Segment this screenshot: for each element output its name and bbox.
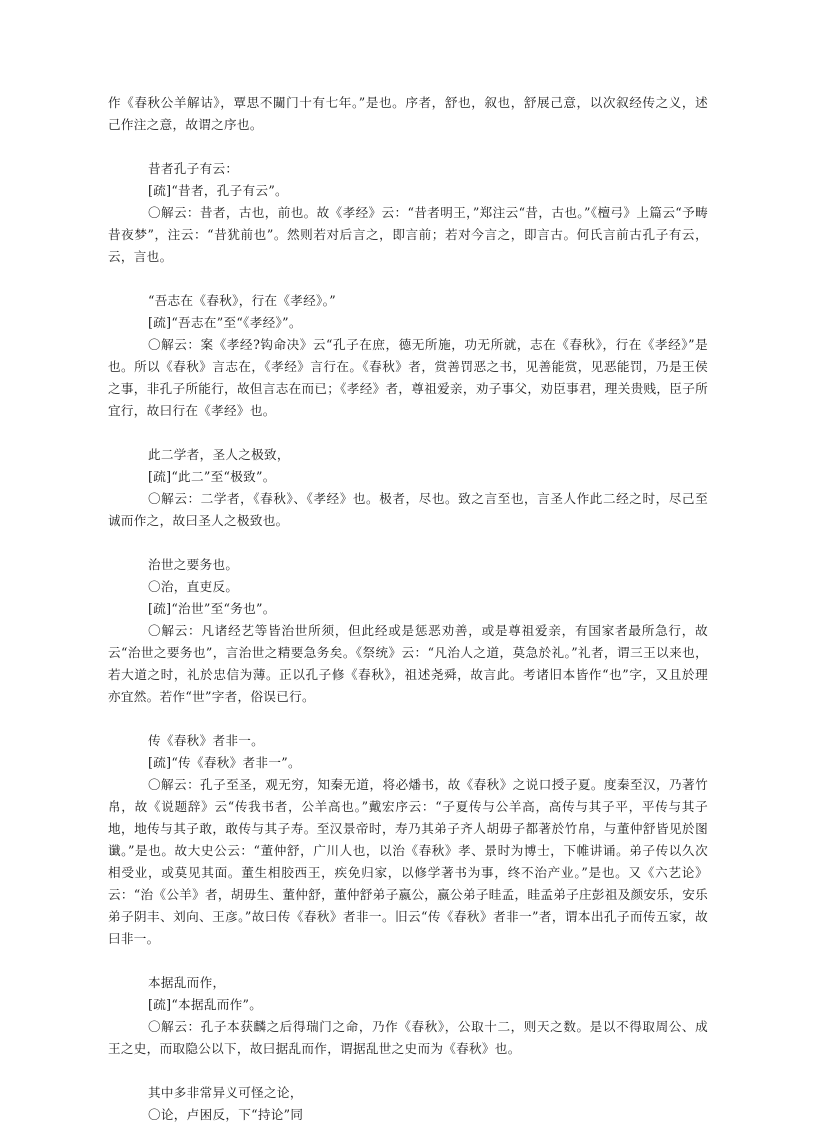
intro-paragraph: 作《春秋公羊解诂》，覃思不闚门十有七年。”是也。序者，舒也，叙也，舒展己意，以次叙经传之义，述己作注之意，故谓之序也。 bbox=[108, 95, 708, 132]
commentary-text: 〇解云：案《孝经?钩命决》云“孔子在庶，德无所施，功无所就，志在《春秋》，行在《孝经》”是也。所以《春秋》言志在，《孝经》言行在。《春秋》者，赏善罚恶之书，见善能赏，见恶能罚，乃是王侯之事，非孔子所能行，故但言志在而已；《孝经》者，尊祖爱亲，劝子事父，劝臣事君，理关贵贱，臣子所宜行，故曰行在《孝经》也。 bbox=[108, 337, 708, 418]
section-zhishi bbox=[108, 554, 708, 708]
classic-text: 治世之要务也。 bbox=[148, 557, 239, 572]
section-ci-er bbox=[108, 444, 708, 532]
section-qizhong bbox=[108, 1082, 708, 1126]
commentary-text: 〇解云：凡诸经艺等皆治世所须，但此经或是惩恶劝善，或是尊祖爱亲，有国家者最所急行，故云“治世之要务也”，言治世之精要急务矣。《祭统》云：“凡治人之道，莫急於礼。”礼者，谓三王以来也，若大道之时，礼於忠信为薄。正以孔子修《春秋》，祖述尧舜，故言此。考诸旧本皆作“也”字，又且於理亦宜然。若作“世”字者，俗误已行。 bbox=[108, 623, 708, 704]
section-xizhe bbox=[108, 158, 708, 268]
classic-text: 本据乱而作， bbox=[148, 975, 226, 990]
section-chuan bbox=[108, 730, 708, 950]
commentary-text: 〇解云：昔者，古也，前也。故《孝经》云：“昔者明王，”郑注云“昔，古也。”《檀弓》上篇云“予畴昔夜梦”，注云：“昔犹前也”。然则若对后言之，即言前；若对今言之，即言古。何氏言前古孔子有云，云，言也。 bbox=[108, 205, 708, 264]
classic-text: 其中多非常异义可怪之论， bbox=[148, 1085, 303, 1100]
classic-text: 传《春秋》者非一。 bbox=[148, 733, 265, 748]
section-wuzhi bbox=[108, 290, 708, 422]
classic-text: 此二学者，圣人之极致， bbox=[148, 447, 290, 462]
commentary-heading: [疏]“治世”至“务也”。 bbox=[148, 601, 276, 616]
commentary-heading: [疏]“本据乱而作”。 bbox=[148, 997, 263, 1012]
pronunciation-note: 〇论，卢困反，下“持论”同 bbox=[148, 1107, 304, 1122]
commentary-heading: [疏]“昔者，孔子有云”。 bbox=[148, 183, 288, 198]
commentary-heading: [疏]“此二”至“极致”。 bbox=[148, 469, 276, 484]
classic-text: 昔者孔子有云： bbox=[148, 161, 239, 176]
commentary-text: 〇解云：二学者，《春秋》、《孝经》也。极者，尽也。致之言至也，言圣人作此二经之时，尽己至诚而作之，故曰圣人之极致也。 bbox=[108, 491, 708, 528]
commentary-heading: [疏]“传《春秋》者非一”。 bbox=[148, 755, 301, 770]
commentary-heading: [疏]“吾志在”至“《孝经》”。 bbox=[148, 315, 302, 330]
section-benju bbox=[108, 972, 708, 1060]
pronunciation-note: 〇治，直吏反。 bbox=[148, 579, 239, 594]
document-body bbox=[108, 92, 708, 1126]
commentary-text: 〇解云：孔子至圣，观无穷，知秦无道，将必燔书，故《春秋》之说口授子夏。度秦至汉，乃著竹帛，故《说题辞》云“传我书者，公羊高也。”戴宏序云：“子夏传与公羊高，高传与其子平，平传与其子地，地传与其子敢，敢传与其子寿。至汉景帝时，寿乃其弟子齐人胡毋子都著於竹帛，与董仲舒皆见於图谶。”是也。故大史公云：“董仲舒，广川人也，以治《春秋》孝、景时为博士，下帷讲诵。弟子传以久次相受业，或莫见其面。董生相胶西王，疾免归家，以修学著书为事，终不治产业。”是也。又《六艺论》云：“治《公羊》者，胡毋生、董仲舒，董仲舒弟子嬴公，嬴公弟子眭孟，眭孟弟子庄彭祖及颜安乐，安乐弟子阴丰、刘向、王彦。”故曰传《春秋》者非一。旧云“传《春秋》者非一”者，谓本出孔子而传五家，故曰非一。 bbox=[108, 777, 708, 946]
commentary-text: 〇解云：孔子本获麟之后得瑞门之命，乃作《春秋》，公取十二，则天之数。是以不得取周公、成王之史，而取隐公以下，故曰据乱而作，谓据乱世之史而为《春秋》也。 bbox=[108, 1019, 708, 1056]
classic-text: “吾志在《春秋》，行在《孝经》。” bbox=[148, 293, 336, 308]
